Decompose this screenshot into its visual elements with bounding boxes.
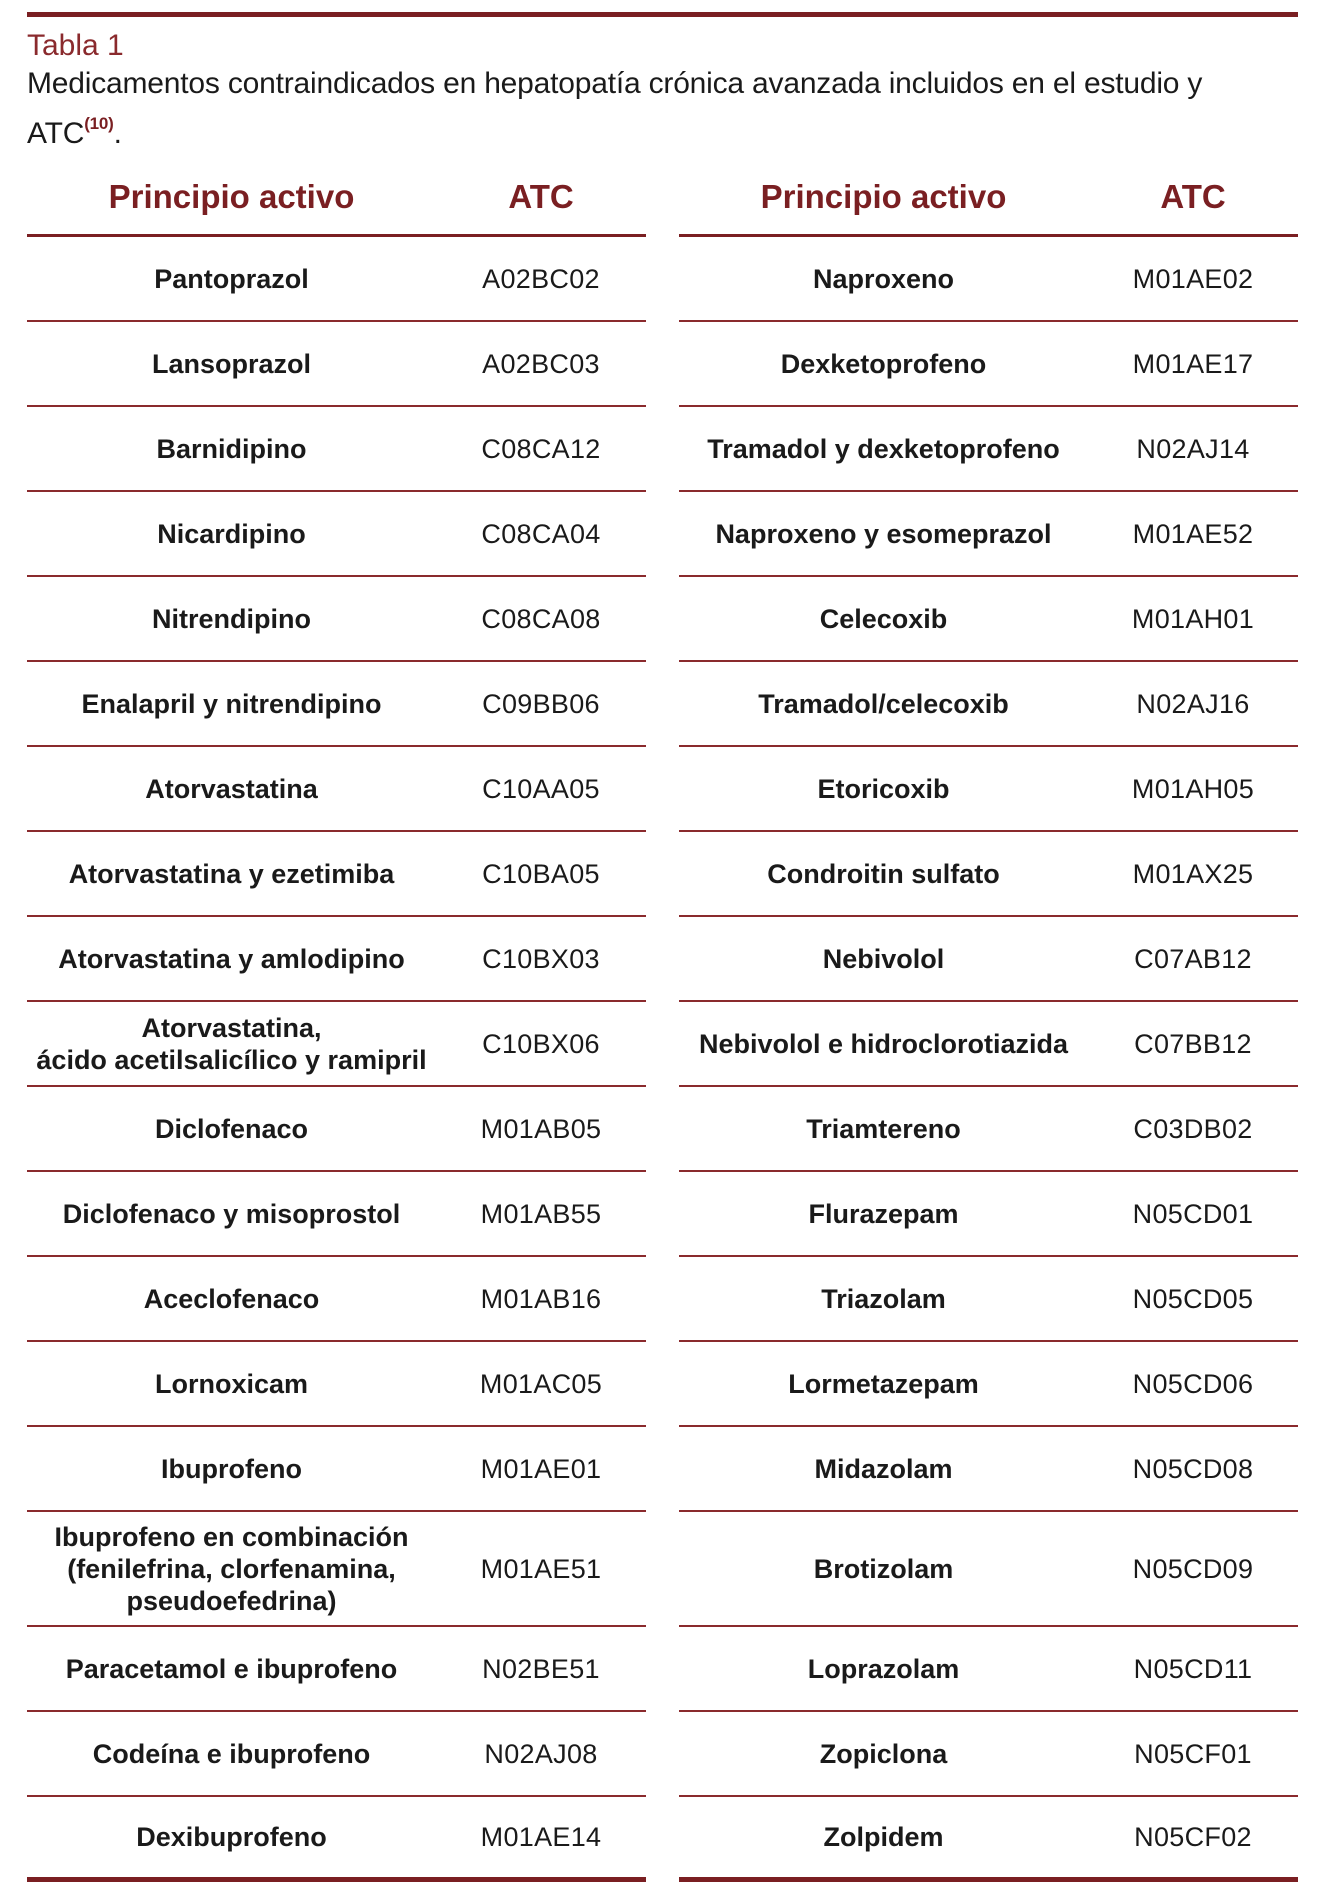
principio-activo-cell: Tramadol y dexketoprofeno [707,433,1060,464]
table-row [27,747,646,832]
caption-label: Tabla 1 [27,29,124,62]
principio-activo-cell: Aceclofenaco [143,1283,320,1314]
principio-activo-cell: Nebivolol [822,943,945,974]
atc-code-cell: M01AB16 [480,1283,602,1314]
table-row [27,1257,646,1342]
principio-activo-cell: Nitrendipino [152,603,311,634]
principio-activo-cell: Lornoxicam [154,1368,309,1399]
atc-code-cell: M01AE01 [480,1453,602,1484]
atc-code-cell: N05CF01 [1134,1738,1252,1769]
atc-code-cell: N05CD05 [1132,1283,1254,1314]
table-row [27,1797,646,1882]
principio-activo-cell: Loprazolam [807,1653,960,1684]
caption-body: Medicamentos contraindicados en hepatopatía crónica avanzada incluidos en el estudio y ATC [27,67,1203,150]
table-row [27,1002,646,1087]
principio-activo-cell: Flurazepam [808,1198,959,1229]
table-row [27,577,646,662]
table-row [27,1427,646,1512]
principio-activo-cell: Triazolam [821,1283,946,1314]
atc-code-cell: N05CD11 [1133,1653,1253,1684]
principio-activo-cell: Etoricoxib [817,773,950,804]
principio-activo-cell: Enalapril y nitrendipino [81,688,382,719]
atc-code-cell: N05CD08 [1132,1453,1254,1484]
table-row [679,917,1298,1002]
table-row [679,1512,1298,1627]
table-row [27,1172,646,1257]
atc-code-cell: C10BX03 [482,943,600,974]
caption-end: . [113,117,122,150]
table-row [679,1427,1298,1512]
principio-activo-cell: Atorvastatina [145,773,318,804]
table-caption [27,28,1298,154]
table-row [27,1087,646,1172]
atc-code-cell: M01AX25 [1132,858,1254,889]
principio-activo-cell: Ibuprofeno [161,1453,302,1484]
principio-activo-cell: Nebivolol e hidroclorotiazida [698,1028,1069,1059]
atc-code-cell: M01AB05 [480,1113,602,1144]
atc-code-cell: M01AE02 [1132,263,1254,294]
atc-code-cell: C10BA05 [482,858,600,889]
table-row [679,1712,1298,1797]
atc-code-cell: M01AE14 [480,1822,602,1852]
table-row [27,1712,646,1797]
principio-activo-cell: Lansoprazol [151,348,312,379]
atc-code-cell: C08CA12 [481,433,601,464]
principio-activo-cell: Diclofenaco y misoprostol [62,1198,401,1229]
caption-text [27,64,1298,154]
table-row [679,322,1298,407]
principio-activo-cell: Paracetamol e ibuprofeno [65,1653,398,1684]
atc-code-cell: N02AJ08 [484,1738,598,1769]
caption-reference: (10) [84,114,114,133]
principio-activo-cell: Nicardipino [157,518,306,549]
principio-activo-cell: Atorvastatina y amlodipino [58,943,405,974]
principio-activo-cell: Naproxeno y esomeprazol [715,518,1052,549]
table-row [679,407,1298,492]
atc-code-cell: M01AE52 [1132,518,1254,549]
principio-activo-cell: Naproxeno [812,263,955,294]
atc-code-cell: N02AJ16 [1136,688,1250,719]
atc-code-cell: N02BE51 [482,1653,600,1684]
principio-activo-cell: Brotizolam [813,1553,954,1584]
principio-activo-cell: Lormetazepam [788,1368,979,1399]
atc-code-cell: M01AH01 [1131,603,1255,634]
header-principio-activo: Principio activo [760,178,1007,215]
principio-activo-cell: Condroitin sulfato [767,858,1000,889]
atc-code-cell: C07AB12 [1134,943,1252,974]
atc-code-cell: C03DB02 [1133,1113,1253,1144]
table-row [679,1342,1298,1427]
principio-activo-cell: Codeína e ibuprofeno [92,1738,371,1769]
table-row [679,1257,1298,1342]
atc-code-cell: C08CA04 [481,518,601,549]
atc-code-cell: N05CD01 [1132,1198,1254,1229]
table-row [27,1627,646,1712]
atc-code-cell: M01AC05 [479,1368,603,1399]
principio-activo-cell: Tramadol/celecoxib [758,688,1009,719]
right-table-body [679,237,1298,1882]
top-rule [27,12,1298,17]
left-table-body [27,237,646,1882]
table-row [679,832,1298,917]
table-row [679,1002,1298,1087]
atc-code-cell: A02BC03 [482,348,600,379]
principio-activo-cell: Pantoprazol [154,263,309,294]
header-atc: ATC [508,178,574,215]
principio-activo-cell: Dexketoprofeno [780,348,987,379]
table-row [27,662,646,747]
table-row [27,322,646,407]
principio-activo-cell: Midazolam [814,1453,953,1484]
atc-code-cell: M01AE51 [480,1553,602,1584]
table-row [27,407,646,492]
table-row [679,747,1298,832]
table-row [679,1087,1298,1172]
table-row [679,1627,1298,1712]
principio-activo-cell: Triamtereno [806,1113,961,1144]
table-row [27,492,646,577]
header-atc: ATC [1160,178,1226,215]
table-row [679,662,1298,747]
principio-activo-cell: Atorvastatina y ezetimiba [68,858,395,889]
atc-code-cell: N05CD09 [1132,1553,1254,1584]
principio-activo-cell: Zolpidem [823,1822,944,1852]
table-row [27,1342,646,1427]
atc-code-cell: M01AH05 [1131,773,1255,804]
atc-code-cell: C08CA08 [481,603,601,634]
principio-activo-cell: Atorvastatina, ácido acetilsalicílico y ramipril [36,1012,427,1075]
atc-code-cell: M01AE17 [1132,348,1254,379]
atc-code-cell: C07BB12 [1134,1028,1252,1059]
table-row [27,917,646,1002]
table-row [679,237,1298,322]
left-table-header [27,160,646,237]
table-row [27,832,646,917]
atc-code-cell: M01AB55 [480,1198,602,1229]
atc-code-cell: N05CF02 [1134,1822,1252,1852]
table-row [27,1512,646,1627]
right-table [679,160,1298,1882]
table-row [679,1797,1298,1882]
principio-activo-cell: Ibuprofeno en combinación (fenilefrina, clorfenamina, pseudoefedrina) [54,1521,409,1616]
table-row [679,577,1298,662]
principio-activo-cell: Dexibuprofeno [136,1822,327,1852]
principio-activo-cell: Zopiclona [819,1738,948,1769]
principio-activo-cell: Barnidipino [156,433,307,464]
header-principio-activo: Principio activo [108,178,355,215]
atc-code-cell: C10BX06 [482,1028,600,1059]
atc-code-cell: A02BC02 [482,263,600,294]
left-table [27,160,646,1882]
atc-code-cell: C09BB06 [482,688,600,719]
principio-activo-cell: Diclofenaco [154,1113,309,1144]
atc-code-cell: C10AA05 [482,773,600,804]
principio-activo-cell: Celecoxib [819,603,948,634]
right-table-header [679,160,1298,237]
atc-code-cell: N05CD06 [1132,1368,1254,1399]
table-row [679,492,1298,577]
table-row [27,237,646,322]
atc-code-cell: N02AJ14 [1136,433,1250,464]
table-row [679,1172,1298,1257]
